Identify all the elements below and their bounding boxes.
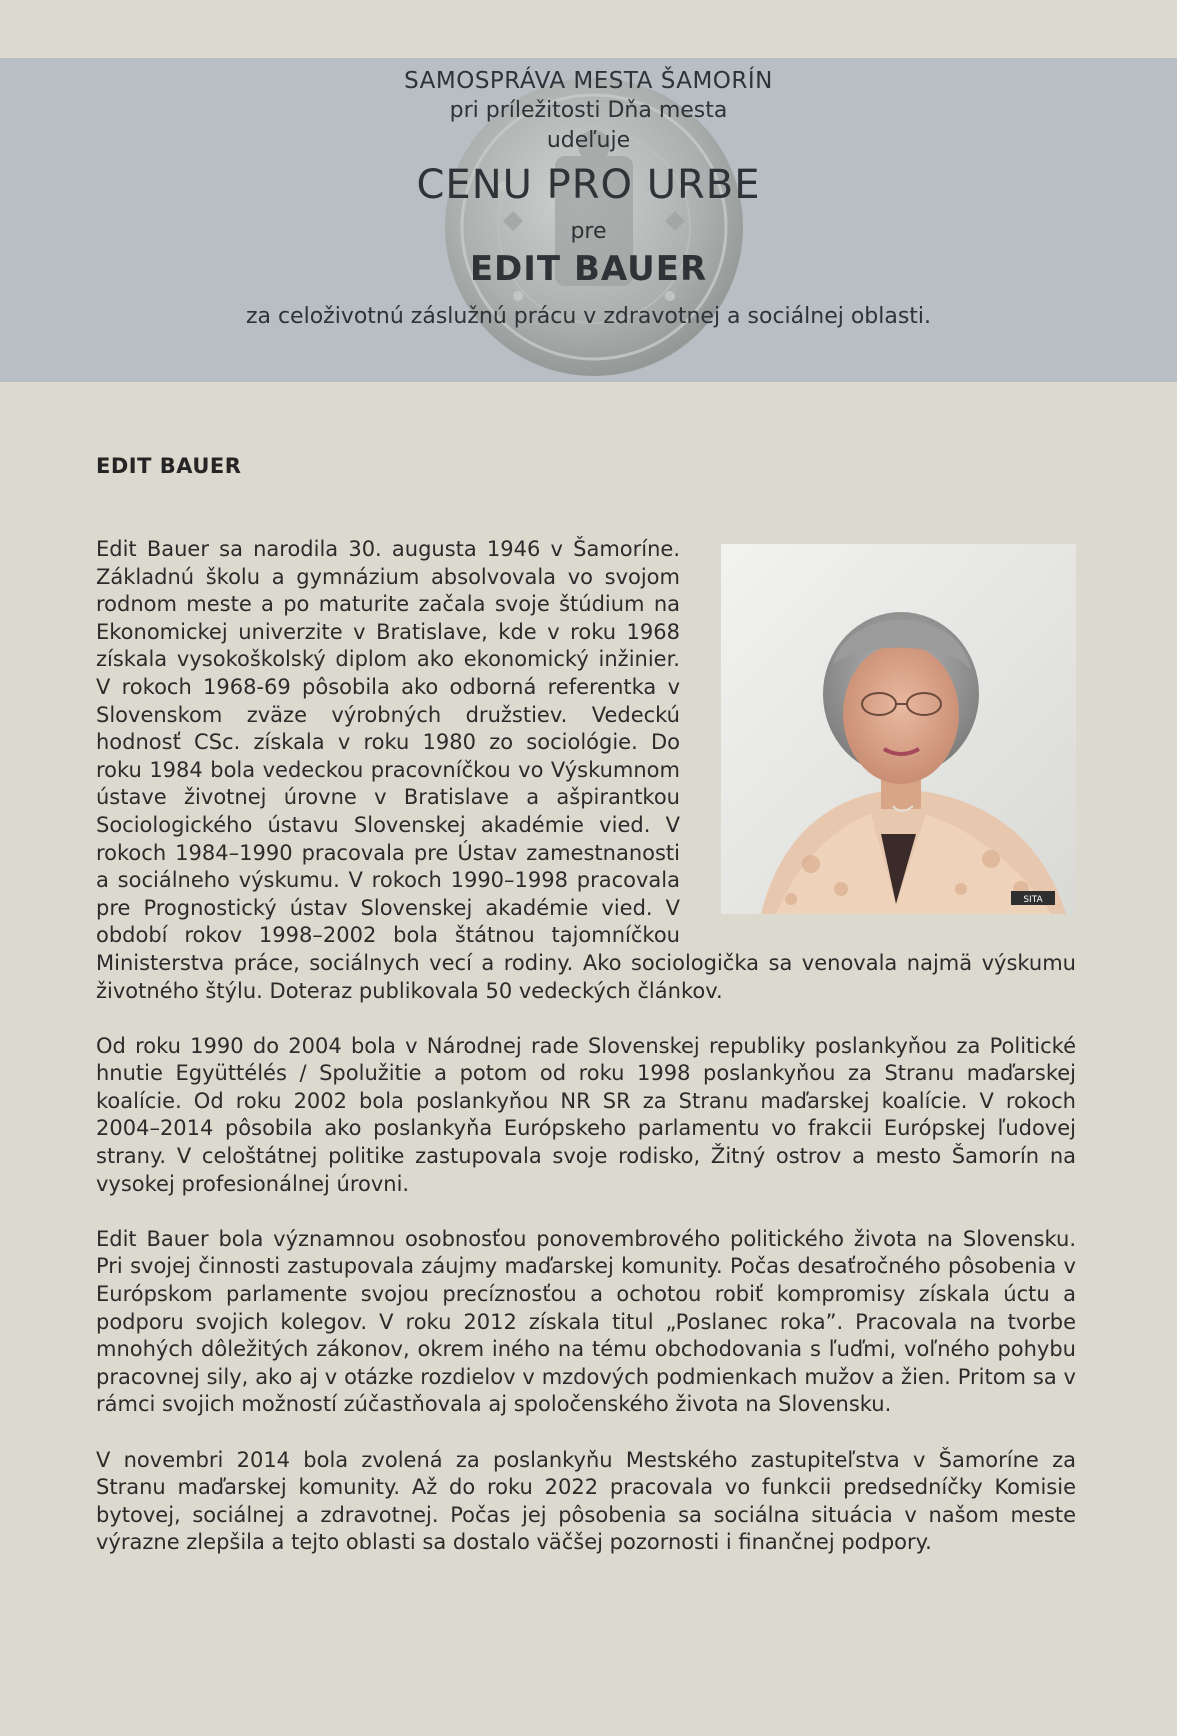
paragraph-politics: Edit Bauer bola významnou osobnosťou ponovembrového politického života na Slovensku. Pri svojej činnosti zastupovala záujmy maďarskej komunity. Počas desaťročného pôsobenia v Európskom parlamente svojou precíznosťou a ochotou robiť kompromisy získala úctu a podporu svojich kolegov. V roku 2012 získala titul „Poslanec roka”. Pracovala na tvorbe mnohých dôležitých zákonov, okrem iného na tému obchodovania s ľuďmi, voľného pohybu pracovnej sily, ako aj v otázke rozdielov v mzdových podmienkach mužov a žien. Pritom sa v rámci svojich možností zúčastňovala aj spoločenského života na Slovensku.	[96, 1226, 1076, 1417]
award-reason: za celoživotnú záslužnú prácu v zdravotnej a sociálnej oblasti.	[245, 304, 932, 329]
paragraph-parliament: Od roku 1990 do 2004 bola v Národnej rade Slovenskej republiky poslankyňou za Politické hnutie Együttélés / Spolužitie a potom od roku 1998 poslankyňou za Stranu maďarskej koalície. Od roku 2002 bola poslankyňou NR SR za Stranu maďarskej koalície. V rokoch 2004–2014 pôsobila ako poslankyňa Európskeho parlamentu vo frakcii Európskej ľudovej strany. V celoštátnej politike zastupovala svoje rodisko, Žitný ostrov a mesto Šamorín na vysokej profesionálnej úrovni.	[96, 1033, 1076, 1196]
article-heading: EDIT BAUER	[96, 454, 242, 478]
award-banner	[0, 58, 1177, 382]
article-body	[96, 536, 1076, 1585]
occasion-line: pri príležitosti Dňa mesta	[449, 98, 728, 123]
for-line: pre	[570, 219, 607, 244]
photo-spacer	[696, 542, 1076, 924]
photo-watermark: SITA	[1023, 895, 1043, 905]
paragraph-municipal: V novembri 2014 bola zvolená za poslankyňu Mestského zastupiteľstva v Šamoríne za Stranu maďarskej komunity. Až do roku 2022 pracovala vo funkcii predsedníčky Komisie bytovej, sociálnej a zdravotnej. Počas jej pôsobenia sa sociálna situácia v našom meste výrazne zlepšila a tejto oblasti sa dostalo väčšej pozornosti i finančnej podpory.	[96, 1447, 1076, 1555]
municipality-line: SAMOSPRÁVA MESTA ŠAMORÍN	[404, 68, 773, 94]
laureate-name: EDIT BAUER	[469, 249, 708, 289]
awards-line: udeľuje	[546, 128, 631, 153]
award-title: CENU PRO URBE	[416, 162, 761, 208]
paragraph-biography: Edit Bauer sa narodila 30. augusta 1946 v Šamoríne. Základnú školu a gymnázium absolvovala vo svojom rodnom meste a po maturite začala svoje štúdium na Ekonomickej univerzite v Bratislave, kde v roku 1968 získala vysokoškolský diplom ako ekonomický inžinier. V rokoch 1968-69 pôsobila ako odborná referentka v Slovenskom zväze výrobných družstiev. Vedeckú hodnosť CSc. získala v roku 1980 zo sociológie. Do roku 1984 bola vedeckou pracovníčkou vo Výskumnom ústave životnej úrovne v Bratislave a ašpirantkou Sociologického ústavu Slovenskej akadémie vied. V rokoch 1984–1990 pracovala pre Ústav zamestnanosti a sociálneho výskumu. V rokoch 1990–1998 pracovala pre Prognostický ústav Slovenskej akadémie vied. V období rokov 1998–2002 bola štátnou tajomníčkou Ministerstva práce, sociálnych vecí a rodiny. Ako sociologička sa venovala najmä výskumu životného štýlu. Doteraz publikovala 50 vedeckých článkov.	[96, 537, 1076, 1003]
